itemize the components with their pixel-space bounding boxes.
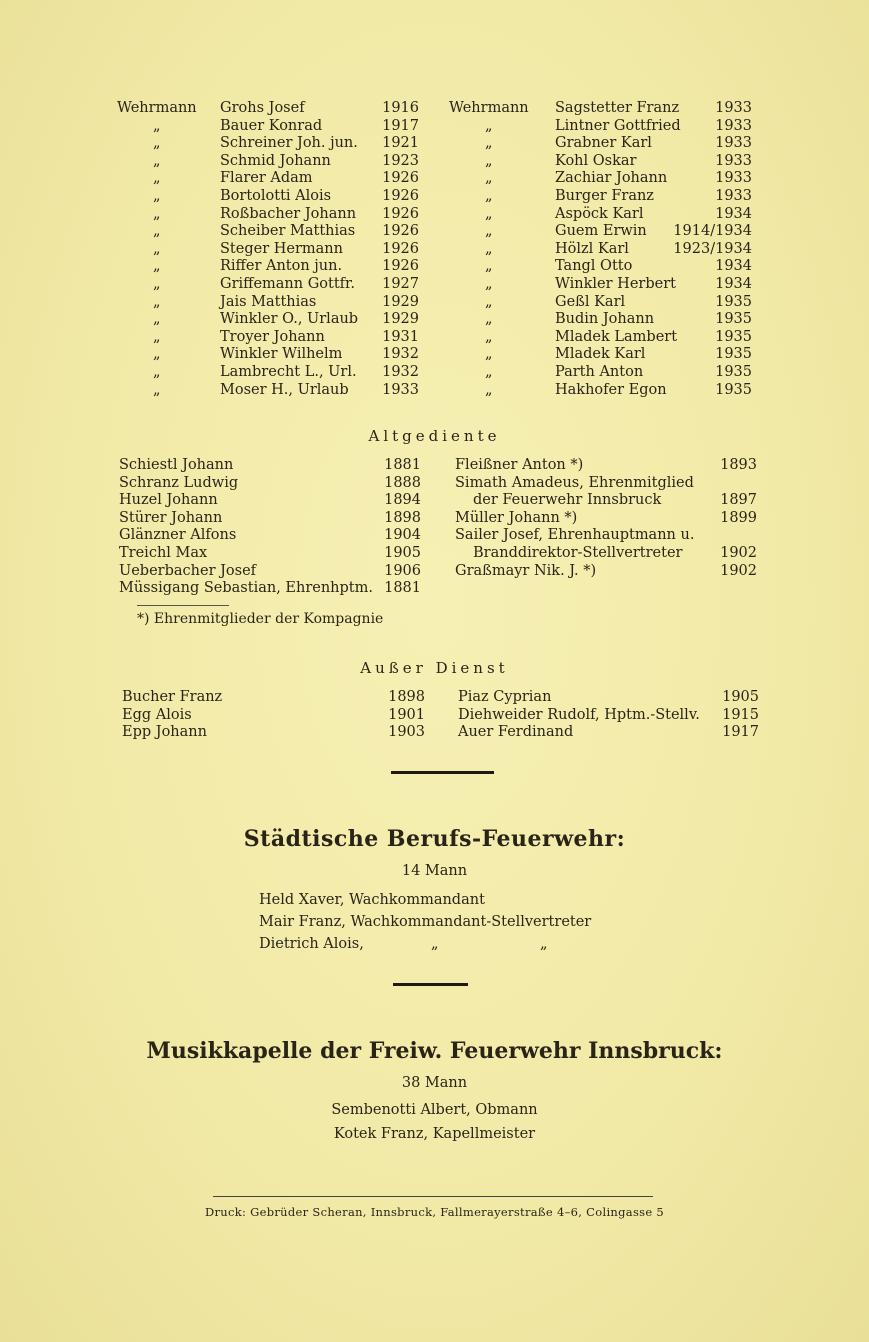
ditto-mark: „	[153, 311, 161, 328]
ditto-mark: „	[485, 135, 493, 152]
roster-row	[449, 170, 752, 188]
member-name: Müssigang Sebastian, Ehrenhptm.	[119, 580, 373, 597]
member-name: Winkler O., Urlaub	[220, 311, 359, 328]
roster-row	[117, 206, 419, 224]
member-year: 1917	[722, 724, 759, 741]
member-year: 1933	[382, 381, 419, 398]
list-row	[455, 457, 757, 475]
staff-name: Held Xaver, Wachkommandant	[259, 892, 485, 908]
ditto-mark: „	[153, 170, 161, 187]
altgediente-right-column	[455, 457, 757, 580]
member-name: Winkler Wilhelm	[220, 346, 343, 363]
list-row	[119, 510, 421, 528]
member-year: 1926	[382, 170, 419, 187]
ditto-mark: „	[485, 205, 493, 222]
list-row	[122, 689, 425, 707]
member-name: Huzel Johann	[119, 492, 218, 509]
member-year: 1932	[382, 346, 419, 363]
ditto-mark: „	[153, 187, 161, 204]
member-name: Graßmayr Nik. J. *)	[455, 562, 597, 579]
member-name: Auer Ferdinand	[458, 724, 574, 741]
member-year: 1901	[388, 706, 425, 723]
footnote: *) Ehrenmitglieder der Kompagnie	[137, 611, 384, 627]
roster-row	[449, 153, 752, 171]
member-name: der Feuerwehr Innsbruck	[473, 492, 662, 509]
member-name: Bortolotti Alois	[220, 187, 332, 204]
list-row	[455, 475, 757, 493]
ditto-mark: „	[485, 187, 493, 204]
member-name: Flarer Adam	[220, 170, 313, 187]
member-year: 1917	[382, 117, 419, 134]
ditto-mark: „	[153, 240, 161, 257]
member-year: 1926	[382, 223, 419, 240]
roster-row	[117, 294, 419, 312]
member-year: 1905	[722, 689, 759, 705]
list-row	[455, 510, 757, 528]
member-year: 1934	[715, 275, 752, 292]
ditto-mark: „	[485, 240, 493, 257]
member-name: Hakhofer Egon	[555, 381, 667, 398]
member-name: Lambrecht L., Url.	[220, 363, 357, 380]
roster-row	[449, 346, 752, 364]
member-name: Bucher Franz	[122, 689, 223, 705]
member-year: 1914/1934	[673, 223, 752, 240]
roster-row	[449, 276, 752, 294]
roster-right-column	[449, 100, 752, 399]
ditto-mark: „	[485, 117, 493, 134]
list-row	[119, 527, 421, 545]
section-divider	[393, 983, 468, 986]
member-name: Roßbacher Johann	[220, 205, 357, 222]
roster-row	[449, 258, 752, 276]
ditto-mark: „	[153, 275, 161, 292]
member-name: Mladek Lambert	[555, 328, 678, 345]
ausser-dienst-right-column	[458, 689, 759, 742]
member-name: Schreiner Joh. jun.	[220, 135, 358, 152]
staff-name: Mair Franz, Wachkommandant-Stellvertreter	[259, 914, 592, 930]
roster-row	[449, 118, 752, 136]
member-name: Riffer Anton jun.	[220, 258, 343, 275]
roster-row	[117, 258, 419, 276]
member-name: Aspöck Karl	[555, 205, 644, 222]
member-name: Stürer Johann	[119, 509, 223, 526]
ausser-dienst-left-column	[122, 689, 425, 742]
section-title-altgediente: Altgediente	[368, 427, 501, 445]
ditto-mark: „	[153, 328, 161, 345]
member-year: 1935	[715, 311, 752, 328]
roster-row	[117, 364, 419, 382]
member-year: 1926	[382, 205, 419, 222]
member-year: 1888	[384, 474, 421, 491]
roster-row	[117, 223, 419, 241]
member-name: Scheiber Matthias	[220, 223, 356, 240]
member-name: Kohl Oskar	[555, 152, 637, 169]
roster-row	[449, 100, 752, 118]
musikkapelle-count: 38 Mann	[401, 1075, 468, 1091]
member-name: Troyer Johann	[220, 328, 325, 345]
roster-row	[449, 223, 752, 241]
ditto-mark: „	[485, 346, 493, 363]
member-year: 1933	[715, 117, 752, 134]
roster-row	[449, 382, 752, 400]
member-name: Lintner Gottfried	[555, 117, 681, 134]
roster-row	[449, 188, 752, 206]
list-row	[458, 724, 759, 742]
imprint-divider	[213, 1196, 653, 1197]
member-name: Schiestl Johann	[119, 457, 234, 473]
member-year: 1923/1934	[673, 240, 752, 257]
member-year: 1898	[384, 509, 421, 526]
ditto-mark: „	[153, 346, 161, 363]
member-year: 1902	[720, 544, 757, 561]
member-year: 1897	[720, 492, 757, 509]
roster-row	[117, 311, 419, 329]
member-year: 1933	[715, 135, 752, 152]
musikkapelle-obmann: Sembenotti Albert, Obmann	[331, 1102, 538, 1118]
member-year: 1906	[384, 562, 421, 579]
member-year: 1904	[384, 527, 421, 544]
member-year: 1933	[715, 187, 752, 204]
member-year: 1926	[382, 240, 419, 257]
roster-row	[117, 135, 419, 153]
ditto-mark: „	[153, 135, 161, 152]
roster-row	[117, 118, 419, 136]
member-name: Hölzl Karl	[555, 240, 629, 257]
member-year: 1894	[384, 492, 421, 509]
ditto-mark: „	[153, 205, 161, 222]
ditto-mark: „	[540, 936, 548, 952]
musikkapelle-title: Musikkapelle der Freiw. Feuerwehr Innsbruck:	[146, 1038, 723, 1064]
roster-row	[117, 153, 419, 171]
list-row	[455, 492, 757, 510]
list-row	[119, 457, 421, 475]
member-year: 1929	[382, 311, 419, 328]
member-name: Piaz Cyprian	[458, 689, 552, 705]
member-name: Treichl Max	[119, 544, 208, 561]
list-row	[119, 580, 421, 598]
ditto-mark: „	[153, 293, 161, 310]
member-name: Grohs Josef	[220, 100, 305, 116]
member-year: 1902	[720, 562, 757, 579]
member-name: Branddirektor-Stellvertreter	[473, 544, 683, 561]
roster-row	[449, 311, 752, 329]
member-name: Zachiar Johann	[555, 170, 668, 187]
roster-row	[117, 100, 419, 118]
member-name: Grabner Karl	[555, 135, 652, 152]
member-name: Sailer Josef, Ehrenhauptmann u.	[455, 527, 695, 544]
ditto-mark: „	[485, 258, 493, 275]
member-year: 1899	[720, 509, 757, 526]
member-name: Jais Matthias	[220, 293, 317, 310]
ditto-mark: „	[485, 223, 493, 240]
member-name: Diehweider Rudolf, Hptm.-Stellv.	[458, 706, 700, 723]
member-year: 1935	[715, 363, 752, 380]
member-name: Burger Franz	[555, 187, 654, 204]
ditto-mark: „	[485, 275, 493, 292]
ditto-mark: „	[153, 258, 161, 275]
roster-row	[117, 346, 419, 364]
staff-row	[259, 933, 639, 955]
member-year: 1893	[720, 457, 757, 473]
member-name: Bauer Konrad	[220, 117, 323, 134]
staff-row	[259, 911, 639, 933]
list-row	[119, 475, 421, 493]
member-year: 1933	[715, 152, 752, 169]
member-name: Guem Erwin	[555, 223, 647, 240]
section-divider	[391, 771, 494, 774]
member-name: Tangl Otto	[555, 258, 633, 275]
list-row	[119, 563, 421, 581]
roster-row	[117, 382, 419, 400]
member-year: 1927	[382, 275, 419, 292]
member-year: 1903	[388, 724, 425, 741]
member-name: Egg Alois	[122, 706, 192, 723]
berufsfeuerwehr-count: 14 Mann	[401, 863, 468, 879]
list-row	[122, 724, 425, 742]
member-name: Parth Anton	[555, 363, 644, 380]
roster-row	[449, 329, 752, 347]
member-name: Epp Johann	[122, 724, 207, 741]
member-year: 1926	[382, 258, 419, 275]
musikkapelle-kapellmeister: Kotek Franz, Kapellmeister	[333, 1126, 536, 1142]
ditto-mark: „	[485, 328, 493, 345]
member-year: 1934	[715, 205, 752, 222]
member-year: 1915	[722, 706, 759, 723]
member-name: Budin Johann	[555, 311, 655, 328]
ditto-mark: „	[485, 170, 493, 187]
list-row	[458, 707, 759, 725]
ditto-mark: „	[153, 381, 161, 398]
member-name: Schranz Ludwig	[119, 474, 239, 491]
member-year: 1916	[382, 100, 419, 116]
ditto-mark: „	[485, 152, 493, 169]
member-name: Schmid Johann	[220, 152, 331, 169]
list-row	[458, 689, 759, 707]
member-name: Glänzner Alfons	[119, 527, 237, 544]
berufsfeuerwehr-title: Städtische Berufs-Feuerwehr:	[243, 826, 626, 852]
member-name: Fleißner Anton *)	[455, 457, 584, 473]
roster-row	[117, 188, 419, 206]
member-name: Griffemann Gottfr.	[220, 275, 355, 292]
member-year: 1934	[715, 258, 752, 275]
member-year: 1933	[715, 100, 752, 116]
member-year: 1935	[715, 328, 752, 345]
roster-row	[117, 241, 419, 259]
staff-name: Dietrich Alois,	[259, 936, 364, 952]
ditto-mark: „	[153, 152, 161, 169]
member-name: Sagstetter Franz	[555, 100, 680, 116]
list-row	[119, 545, 421, 563]
member-year: 1898	[388, 689, 425, 705]
altgediente-left-column	[119, 457, 421, 598]
printer-imprint: Druck: Gebrüder Scheran, Innsbruck, Fallmerayerstraße 4–6, Colingasse 5	[204, 1205, 665, 1219]
roster-row	[117, 329, 419, 347]
roster-row	[449, 135, 752, 153]
member-year: 1933	[715, 170, 752, 187]
member-name: Müller Johann *)	[455, 509, 578, 526]
roster-left-column	[117, 100, 419, 399]
member-year: 1881	[384, 457, 421, 473]
member-year: 1929	[382, 293, 419, 310]
roster-row	[449, 294, 752, 312]
member-year: 1931	[382, 328, 419, 345]
berufsfeuerwehr-staff-list	[259, 889, 639, 955]
member-name: Steger Hermann	[220, 240, 343, 257]
roster-row	[449, 241, 752, 259]
roster-row	[449, 206, 752, 224]
list-row	[455, 563, 757, 581]
rank-label: Wehrmann	[449, 100, 529, 116]
member-year: 1932	[382, 363, 419, 380]
list-row	[122, 707, 425, 725]
list-row	[455, 527, 757, 545]
staff-row	[259, 889, 639, 911]
member-name: Simath Amadeus, Ehrenmitglied	[455, 474, 694, 491]
list-row	[455, 545, 757, 563]
ditto-mark: „	[153, 363, 161, 380]
ditto-mark: „	[485, 363, 493, 380]
member-year: 1921	[382, 135, 419, 152]
footnote-divider	[137, 605, 229, 606]
roster-row	[449, 364, 752, 382]
ditto-mark: „	[431, 936, 439, 952]
member-name: Mladek Karl	[555, 346, 646, 363]
ditto-mark: „	[485, 381, 493, 398]
ditto-mark: „	[485, 293, 493, 310]
member-name: Winkler Herbert	[555, 275, 676, 292]
member-year: 1881	[384, 580, 421, 597]
member-name: Moser H., Urlaub	[220, 381, 349, 398]
member-year: 1935	[715, 381, 752, 398]
member-year: 1905	[384, 544, 421, 561]
rank-label: Wehrmann	[117, 100, 197, 116]
list-row	[119, 492, 421, 510]
roster-row	[117, 276, 419, 294]
ditto-mark: „	[153, 117, 161, 134]
member-name: Ueberbacher Josef	[119, 562, 257, 579]
ditto-mark: „	[485, 311, 493, 328]
roster-row	[117, 170, 419, 188]
member-year: 1935	[715, 293, 752, 310]
ditto-mark: „	[153, 223, 161, 240]
member-name: Geßl Karl	[555, 293, 626, 310]
member-year: 1926	[382, 187, 419, 204]
member-year: 1935	[715, 346, 752, 363]
section-title-ausser-dienst: Außer Dienst	[360, 659, 509, 677]
member-year: 1923	[382, 152, 419, 169]
